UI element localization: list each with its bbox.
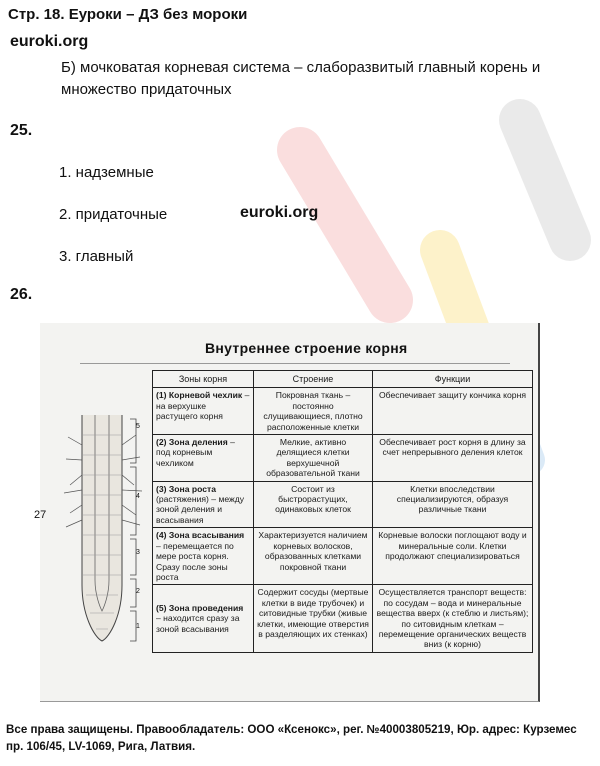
q25-answer-1: 1. надземные — [59, 164, 154, 181]
function-cell: Обеспечивает рост корня в длину за счет непрерывного деления клеток — [373, 435, 533, 482]
zone-name: (5) Зона проведения — [156, 602, 244, 613]
column-header-zones: Зоны корня — [153, 371, 254, 388]
table-row — [153, 481, 533, 528]
column-header-functions: Функции — [373, 371, 533, 388]
zone-marker-2: 2 — [136, 588, 140, 595]
zone-marker-4: 4 — [136, 493, 140, 500]
question-26-number: 26. — [10, 286, 33, 303]
zone-name: (2) Зона деления — [156, 437, 228, 448]
zone-cell — [153, 388, 254, 435]
title-divider — [80, 363, 510, 364]
zone-cell — [153, 435, 254, 482]
structure-cell: Содержит сосуды (мертвые клетки в виде трубочек) и ситовидные трубки (живые клетки, имеющие отверстия в разделяющих их стенках) — [254, 585, 373, 652]
figure-number: 27 — [34, 509, 47, 521]
scanned-figure — [34, 323, 540, 702]
zone-cell — [153, 585, 254, 652]
structure-cell: Характеризуется наличием корневых волосков, образованных клетками покровной ткани — [254, 528, 373, 585]
zone-marker-3: 3 — [136, 549, 140, 556]
zone-description: (растяжения) – между зоной деления и всасывания — [156, 494, 245, 525]
table-header-row — [153, 371, 533, 388]
zone-name: (4) Зона всасывания — [156, 530, 245, 541]
table-row — [153, 388, 533, 435]
zone-cell — [153, 528, 254, 585]
function-cell: Клетки впоследствии специализируются, образуя различные ткани — [373, 481, 533, 528]
page-header-title: Стр. 18. Еуроки – ДЗ без мороки — [8, 6, 248, 23]
function-cell: Осуществляется транспорт веществ: по сосудам – вода и минеральные вещества вверх (к стеблю и листьям); по ситовидным клеткам – перемещение органических веществ вниз (к корню) — [373, 585, 533, 652]
column-header-structure: Строение — [254, 371, 373, 388]
previous-answer-text: Б) мочковатая корневая система – слаборазвитый главный корень и множество придаточных — [61, 59, 541, 98]
function-cell: Обеспечивает защиту кончика корня — [373, 388, 533, 435]
structure-cell: Мелкие, активно делящиеся клетки верхушечной образовательной ткани — [254, 435, 373, 482]
table-row — [153, 528, 533, 585]
root-structure-table — [152, 370, 533, 653]
structure-cell: Состоит из быстрорастущих, одинаковых клеток — [254, 481, 373, 528]
zone-description: – перемещается по мере роста корня. Сразу после зоны роста — [156, 540, 234, 582]
site-name[interactable]: euroki.org — [10, 33, 89, 50]
copyright-footer: Все права защищены. Правообладатель: ООО «Ксенокс», рег. №40003805219, Юр. адрес: Курземес пр. 106/45, LV-1069, Рига, Латвия. — [6, 723, 577, 753]
q25-answer-2: 2. придаточные — [59, 206, 168, 223]
root-tip-illustration — [60, 415, 152, 645]
function-cell: Корневые волоски поглощают воду и минеральные соли. Клетки продолжают специализироваться — [373, 528, 533, 585]
question-25-number: 25. — [10, 122, 33, 139]
zone-name: (1) Корневой чехлик — [156, 390, 243, 401]
table-row — [153, 585, 533, 652]
zone-cell — [153, 481, 254, 528]
q25-answer-3: 3. главный — [59, 248, 134, 265]
figure-title: Внутреннее строение корня — [205, 340, 408, 356]
site-watermark-text: euroki.org — [240, 204, 319, 221]
zone-name: (3) Зона роста — [156, 483, 217, 494]
table-row — [153, 435, 533, 482]
zone-marker-1: 1 — [136, 623, 140, 630]
zone-marker-5: 5 — [136, 423, 140, 430]
zone-description: – находится сразу за зоной всасывания — [156, 613, 240, 634]
structure-cell: Покровная ткань – постоянно слущивающиеся, плотно расположенные клетки — [254, 388, 373, 435]
zone-description: – под корневым чехликом — [156, 437, 235, 468]
zone-description: – на верхушке растущего корня — [156, 390, 250, 422]
